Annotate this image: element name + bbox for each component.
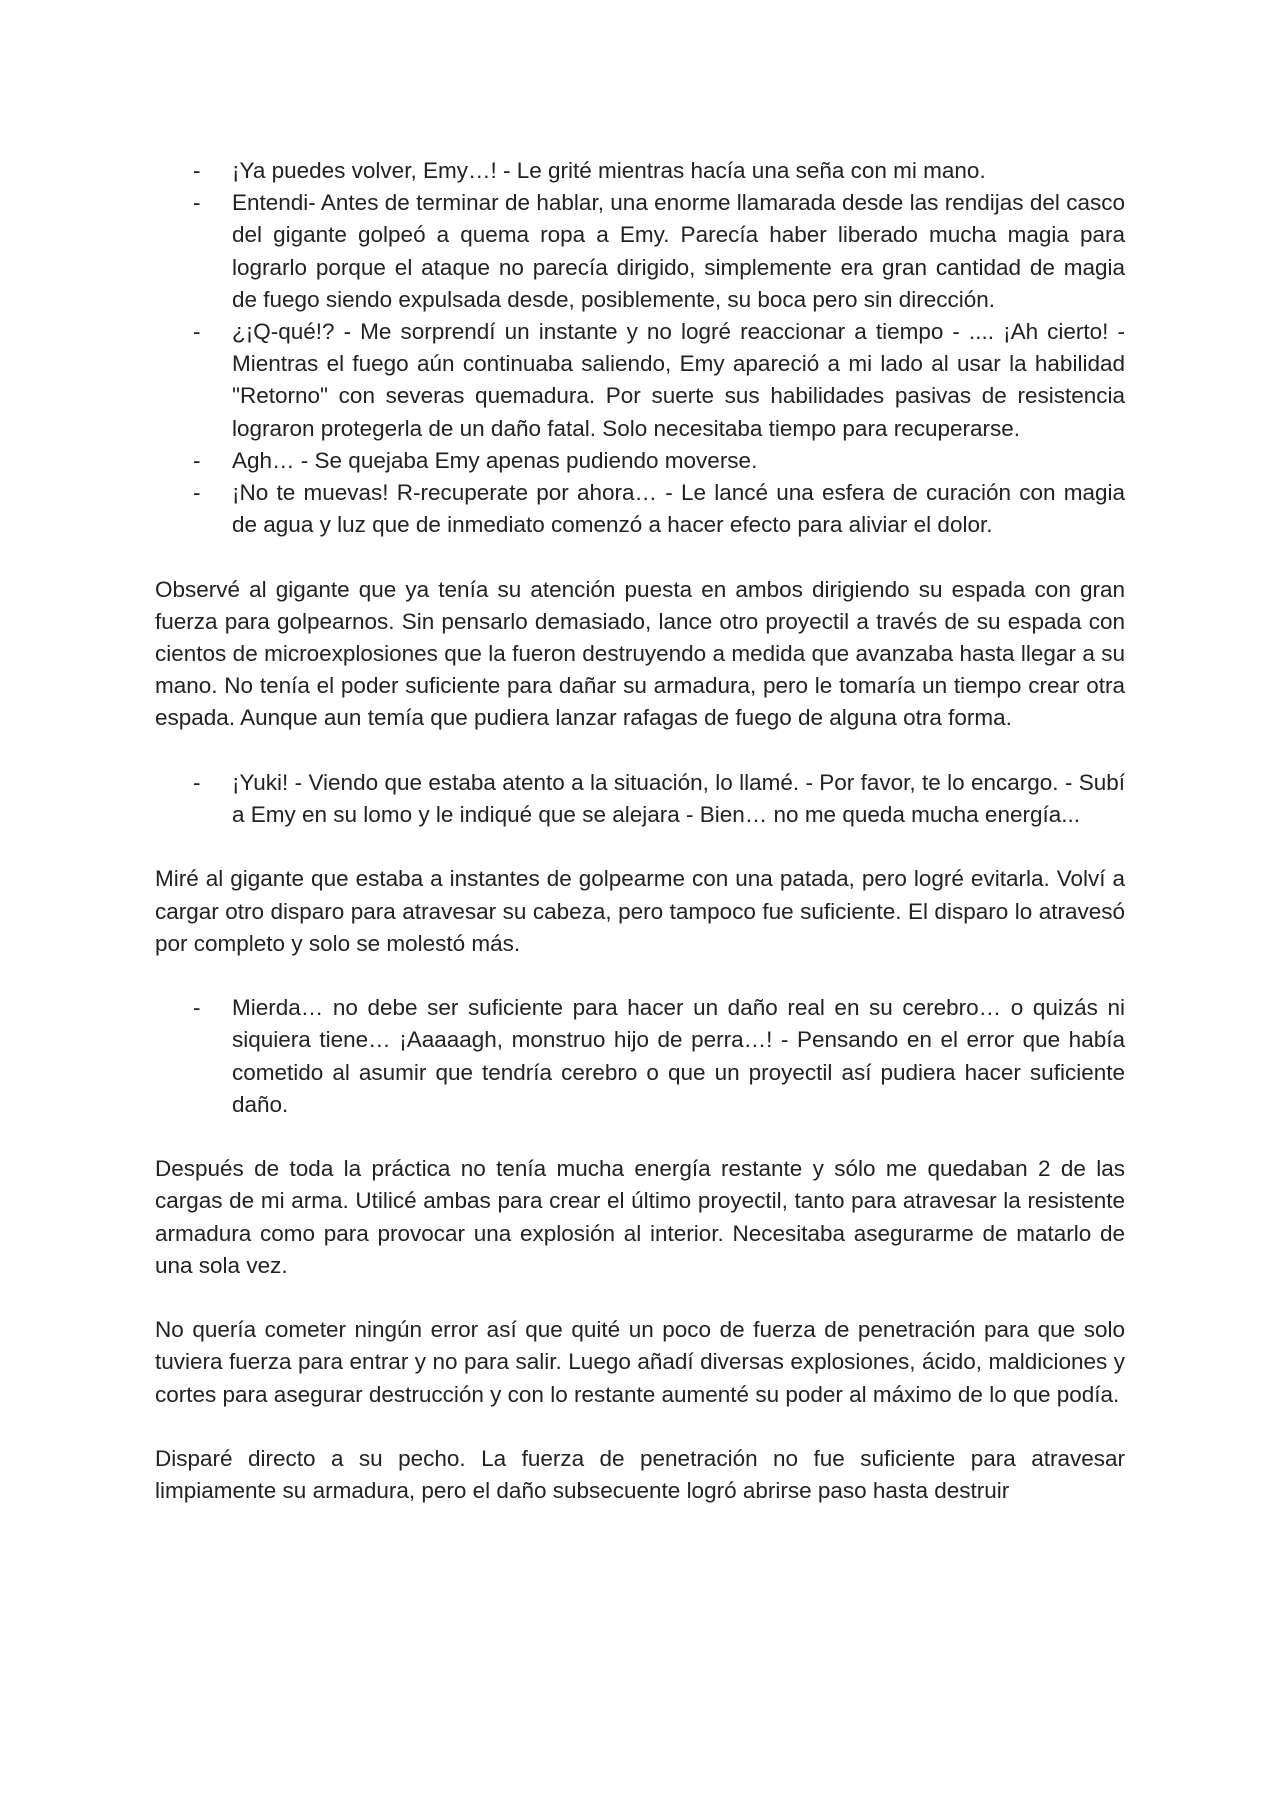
dialogue-text: Entendi- Antes de terminar de hablar, una enorme llamarada desde las rendijas del casco del gigante golpeó a quema ropa a Emy. Parecía haber liberado mucha magia para lograrlo porque el ataque no parecía dirigido, simplemente era gran cantidad de magia de fuego siendo expulsada desde, posiblemente, su boca pero sin dirección. (232, 190, 1125, 312)
dialogue-line (155, 992, 1125, 1121)
paragraph-gap (155, 1121, 1125, 1153)
dialogue-line (155, 445, 1125, 477)
list-dash: - (193, 769, 201, 795)
list-dash: - (193, 480, 201, 506)
paragraph-gap (155, 735, 1125, 767)
narrative-paragraph: No quería cometer ningún error así que quité un poco de fuerza de penetración para que solo tuviera fuerza para entrar y no para salir. Luego añadí diversas explosiones, ácido, maldiciones y cortes para asegurar destrucción y con lo restante aumenté su poder al máximo de lo que podía. (155, 1317, 1125, 1407)
narrative-paragraph: Miré al gigante que estaba a instantes de golpearme con una patada, pero logré evitarla. Volví a cargar otro disparo para atravesar su cabeza, pero tampoco fue suficiente. El disparo lo atravesó por completo y solo se molestó más. (155, 866, 1125, 956)
dialogue-line (155, 187, 1125, 316)
dialogue-text: ¡Ya puedes volver, Emy…! - Le grité mientras hacía una seña con mi mano. (232, 158, 986, 183)
dialogue-line (155, 767, 1125, 831)
paragraph-gap (155, 831, 1125, 863)
list-dash: - (193, 995, 201, 1021)
dialogue-list (155, 992, 1125, 1121)
dialogue-text: ¡No te muevas! R-recuperate por ahora… - Le lancé una esfera de curación con magia de agua y luz que de inmediato comenzó a hacer efecto para aliviar el dolor. (232, 480, 1125, 538)
dialogue-text: Mierda… no debe ser suficiente para hacer un daño real en su cerebro… o quizás ni siquiera tiene… ¡Aaaaagh, monstruo hijo de perra…! - Pensando en el error que había cometido al asumir que tendría cerebro o que un proyectil así pudiera hacer suficiente daño. (232, 995, 1125, 1117)
list-dash: - (193, 447, 201, 473)
paragraph-gap (155, 960, 1125, 992)
list-dash: - (193, 319, 201, 345)
paragraph-gap (155, 541, 1125, 573)
narrative-paragraph: Después de toda la práctica no tenía mucha energía restante y sólo me quedaban 2 de las cargas de mi arma. Utilicé ambas para crear el último proyectil, tanto para atravesar la resistente armadura como para provocar una explosión al interior. Necesitaba asegurarme de matarlo de una sola vez. (155, 1156, 1125, 1278)
narrative-paragraph: Observé al gigante que ya tenía su atención puesta en ambos dirigiendo su espada con gran fuerza para golpearnos. Sin pensarlo demasiado, lance otro proyectil a través de su espada con cientos de microexplosiones que la fueron destruyendo a medida que avanzaba hasta llegar a su mano. No tenía el poder suficiente para dañar su armadura, pero le tomaría un tiempo crear otra espada. Aunque aun temía que pudiera lanzar rafagas de fuego de alguna otra forma. (155, 576, 1125, 731)
dialogue-line (155, 316, 1125, 445)
dialogue-text: ¿¡Q-qué!? - Me sorprendí un instante y no logré reaccionar a tiempo - .... ¡Ah cierto! - Mientras el fuego aún continuaba saliendo, Emy apareció a mi lado al usar la habilidad "Retorno" con severas quemadura. Por suerte sus habilidades pasivas de resistencia lograron protegerla de un daño fatal. Solo necesitaba tiempo para recuperarse. (232, 319, 1125, 441)
dialogue-text: Agh… - Se quejaba Emy apenas pudiendo moverse. (232, 447, 758, 473)
list-dash: - (193, 158, 201, 183)
paragraph-gap (155, 1282, 1125, 1314)
dialogue-text: ¡Yuki! - Viendo que estaba atento a la situación, lo llamé. - Por favor, te lo encargo. - Subí a Emy en su lomo y le indiqué que se alejara - Bien… no me queda mucha energía... (232, 769, 1125, 828)
dialogue-list (155, 155, 1125, 541)
dialogue-line (155, 155, 1125, 187)
list-dash: - (193, 190, 201, 216)
dialogue-list (155, 767, 1125, 831)
dialogue-line (155, 477, 1125, 541)
narrative-paragraph: Disparé directo a su pecho. La fuerza de penetración no fue suficiente para atravesar limpiamente su armadura, pero el daño subsecuente logró abrirse paso hasta destruir (155, 1446, 1125, 1504)
paragraph-gap (155, 1411, 1125, 1443)
